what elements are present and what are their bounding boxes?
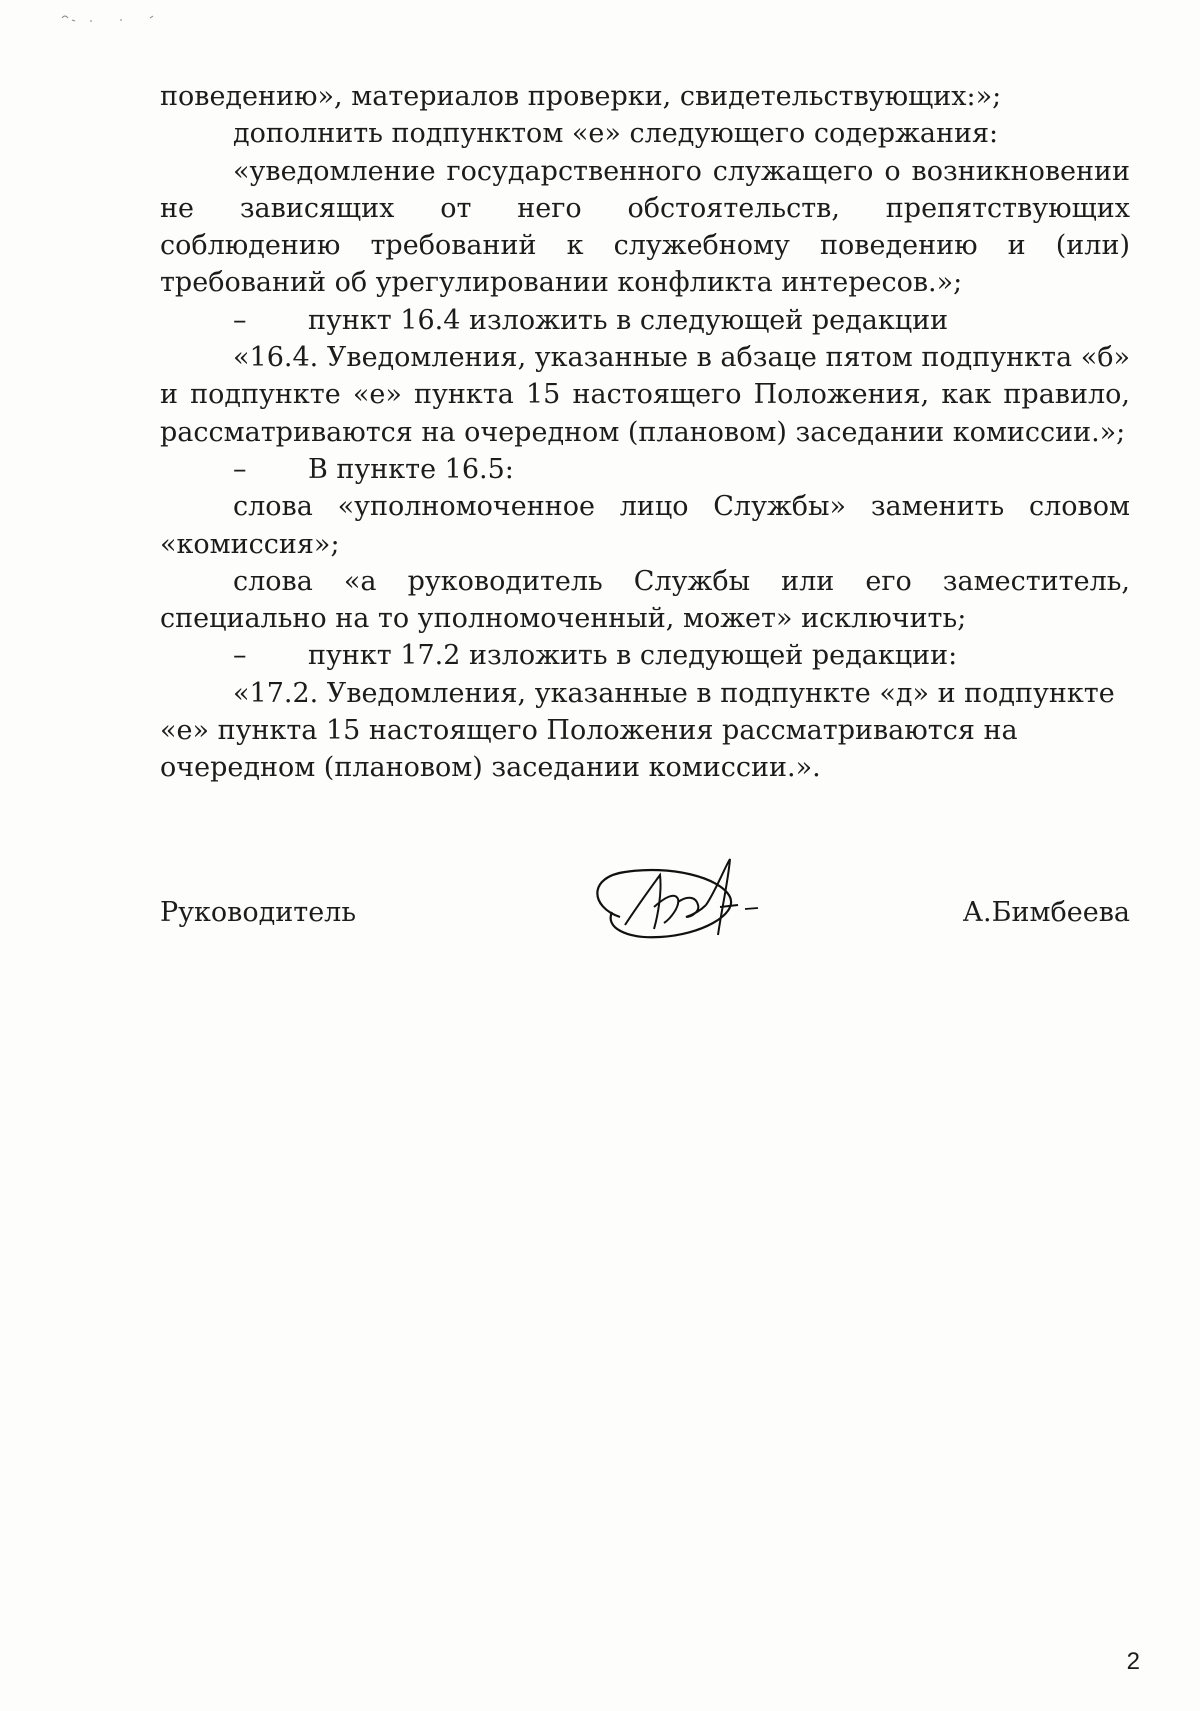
- document-body: [160, 78, 1130, 787]
- paragraph-17-2-text: «17.2. Уведомления, указанные в подпункте «д» и подпункте «е» пункта 15 настоящего Положения рассматриваются на очередном (плановом) заседании комиссии.».: [160, 677, 1115, 784]
- paragraph-replace-words: слова «уполномоченное лицо Службы» заменить словом «комиссия»;: [160, 491, 1130, 560]
- dash-bullet: –: [233, 453, 247, 485]
- paragraph-subitem-e-text: «уведомление государственного служащего о возникновении не зависящих от него обстоятельств, препятствующих соблюдению требований к служебному поведению и (или) требований об урегулировании конфликта интересов.»;: [160, 155, 1130, 299]
- dash-item-16-4: [233, 302, 1130, 339]
- dash-bullet: –: [233, 640, 247, 672]
- paragraph-16-4-text: «16.4. Уведомления, указанные в абзаце пятом подпункта «б» и подпункте «е» пункта 15 настоящего Положения, как правило, рассматриваются на очередном (плановом) заседании комиссии.»;: [160, 342, 1130, 448]
- paragraph-exclude-words: слова «а руководитель Службы или его заместитель, специально на то уполномоченный, может» исключить;: [160, 565, 1130, 635]
- signer-role: Руководитель: [160, 897, 357, 928]
- dash-item-17-2: [233, 637, 1130, 674]
- dash-item-text: пункт 16.4 изложить в следующей редакции: [308, 304, 949, 336]
- dash-bullet: –: [233, 304, 247, 336]
- scan-artifacts: [60, 12, 200, 28]
- signer-name: А.Бимбеева: [962, 897, 1130, 928]
- paragraph-continuation: поведению», материалов проверки, свидетельствующих:»;: [160, 81, 1002, 112]
- dash-item-text: пункт 17.2 изложить в следующей редакции:: [308, 640, 958, 672]
- handwritten-signature: [580, 847, 770, 957]
- page-number: 2: [1126, 1648, 1140, 1675]
- paragraph-add-subitem-e: дополнить подпунктом «е» следующего содержания:: [233, 118, 999, 150]
- dash-item-text: В пункте 16.5:: [308, 453, 514, 485]
- signature-block: [160, 885, 1130, 945]
- dash-item-16-5: [233, 451, 1130, 488]
